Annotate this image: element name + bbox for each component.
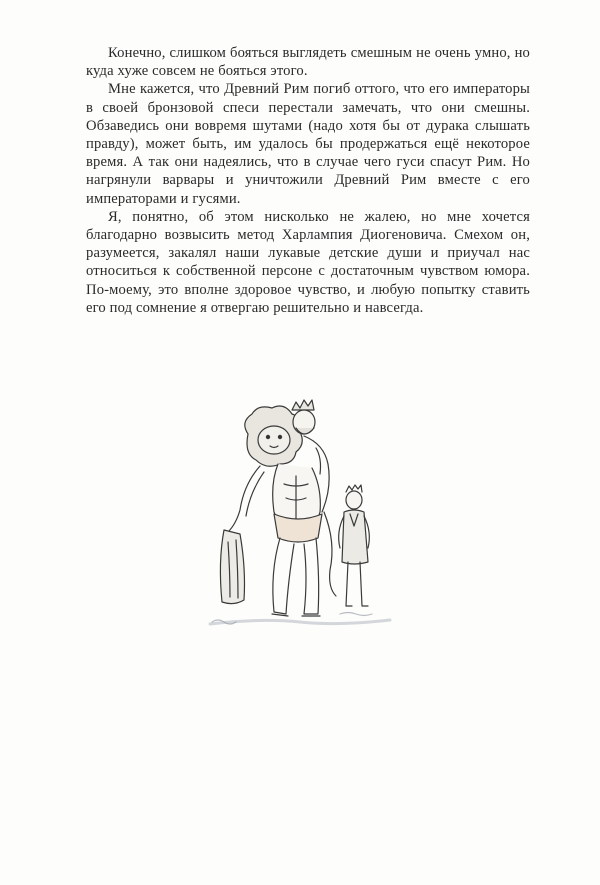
illustration-drawing [200, 392, 400, 642]
paragraph-1: Конечно, слишком бояться выглядеть смешным не очень умно, но куда хуже совсем не бояться этого. [86, 45, 530, 80]
paragraph-3: Я, понятно, об этом нисколько не жалею, но мне хочется благодарно возвысить метод Харлампия Диогеновича. Смехом он, разумеется, закалял наши лукавые детские души и приучал нас относиться к собственной персоне с достаточным чувством юмора. По-моему, это вполне здоровое чувство, и любую попытку ставить его под сомнение я отвергаю решительно и навсегда. [86, 208, 530, 316]
paragraph-2: Мне кажется, что Древний Рим погиб оттого, что его императоры в своей бронзовой спеси перестали замечать, что они смешны. Обзаведись они вовремя шутами (надо хотя бы от дурака слышать правду), может быть, им удалось бы продержаться ещё некоторое время. А так они надеялись, что в случае чего гуси спасут Рим. Но нагрянули варвары и уничтожили Древний Рим вместе с его императорами и гусями. [86, 81, 530, 207]
text-block [86, 44, 530, 317]
strongman-lion-boy-sketch-icon [200, 392, 400, 642]
